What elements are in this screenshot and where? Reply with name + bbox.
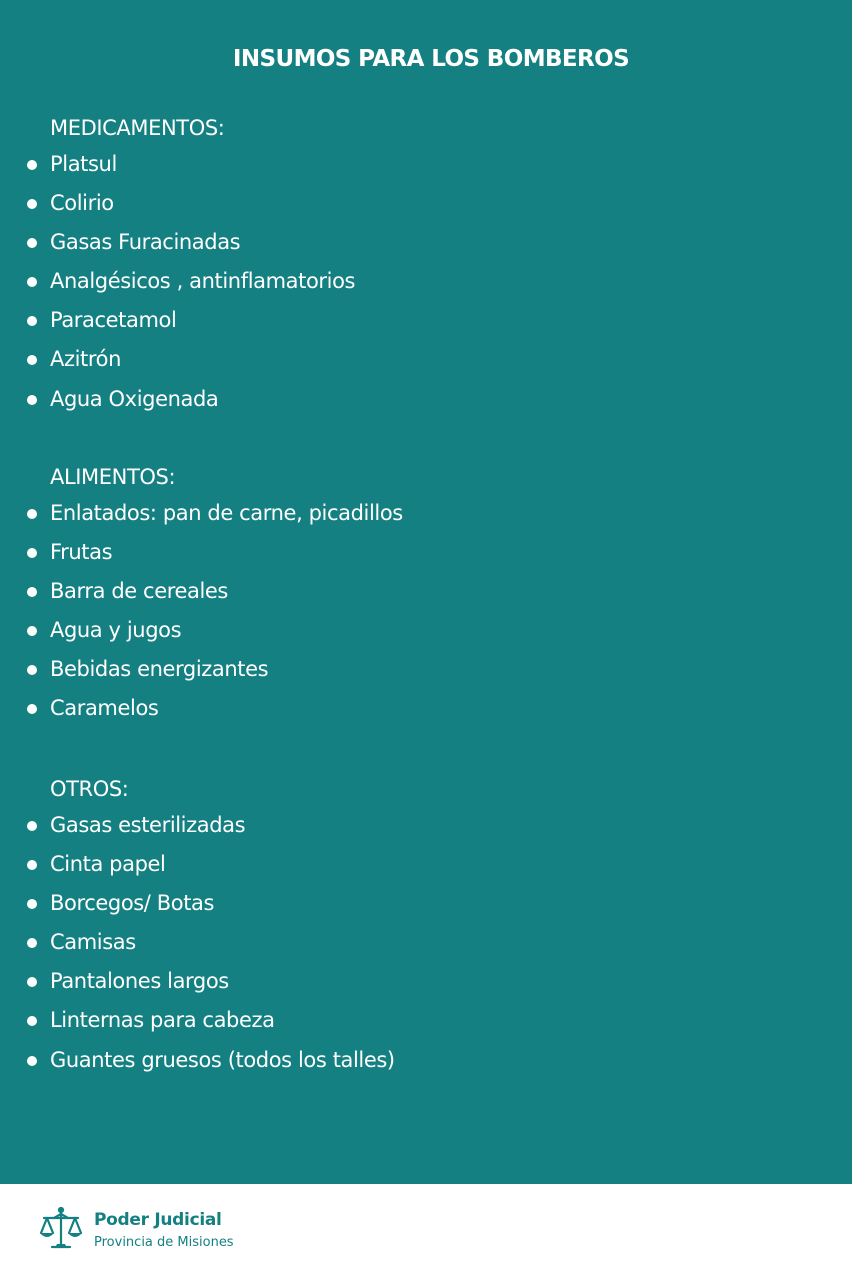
bullet-icon [27,899,37,909]
list-item-label: Linternas para cabeza [50,1008,275,1033]
list-item-label: Borcegos/ Botas [50,891,215,916]
list-item-label: Agua y jugos [50,618,182,643]
list-item-label: Colirio [50,191,114,216]
list-item-label: Agua Oxigenada [50,386,219,411]
list-item [0,846,852,885]
bullet-icon [27,509,37,519]
bullet-icon [27,860,37,870]
supply-list [0,807,852,1081]
list-item [0,341,852,380]
bullet-icon [27,665,37,675]
list-item [0,1002,852,1041]
bullet-icon [27,238,37,248]
section-heading: ALIMENTOS: [50,465,176,489]
bullet-icon [27,626,37,636]
list-item [0,690,852,729]
list-item-label: Paracetamol [50,308,177,333]
bullet-icon [27,277,37,287]
list-item [0,495,852,534]
list-item [0,224,852,263]
bullet-icon [27,160,37,170]
footer [0,1184,852,1280]
bullet-icon [27,938,37,948]
list-item-label: Barra de cereales [50,579,228,604]
bullet-icon [27,587,37,597]
list-item [0,573,852,612]
list-item-label: Enlatados: pan de carne, picadillos [50,501,403,525]
list-item [0,1042,852,1081]
list-item-label: Frutas [50,540,113,565]
supply-list [0,495,852,730]
list-item-label: Caramelos [50,696,159,721]
section-heading: MEDICAMENTOS: [50,116,225,140]
org-name: Poder Judicial [94,1210,222,1230]
list-item [0,612,852,651]
list-item [0,381,852,420]
org-subtitle: Provincia de Misiones [94,1235,234,1250]
list-item [0,146,852,185]
list-item [0,885,852,924]
bullet-icon [27,821,37,831]
list-item [0,963,852,1002]
supply-list [0,146,852,420]
bullet-icon [27,704,37,714]
page-title: INSUMOS PARA LOS BOMBEROS [232,46,630,72]
list-item-label: Camisas [50,930,136,955]
bullet-icon [27,977,37,987]
list-item-label: Gasas esterilizadas [50,813,246,837]
list-item [0,185,852,224]
list-item [0,807,852,846]
list-item-label: Gasas Furacinadas [50,230,241,255]
list-item-label: Pantalones largos [50,969,229,994]
list-item [0,924,852,963]
list-item-label: Platsul [50,152,117,176]
bullet-icon [27,316,37,326]
section-heading: OTROS: [50,777,129,801]
list-item-label: Analgésicos , antinflamatorios [50,269,356,294]
bullet-icon [27,1056,37,1066]
bullet-icon [27,548,37,558]
bullet-icon [27,355,37,365]
list-item [0,263,852,302]
list-item-label: Bebidas energizantes [50,657,269,682]
bullet-icon [27,199,37,209]
list-item-label: Guantes gruesos (todos los talles) [50,1047,395,1072]
list-item-label: Cinta papel [50,852,166,877]
list-item [0,534,852,573]
bullet-icon [27,395,37,405]
list-item-label: Azitrón [50,347,121,372]
list-item [0,302,852,341]
bullet-icon [27,1016,37,1026]
scales-of-justice-icon [38,1206,84,1252]
list-item [0,651,852,690]
